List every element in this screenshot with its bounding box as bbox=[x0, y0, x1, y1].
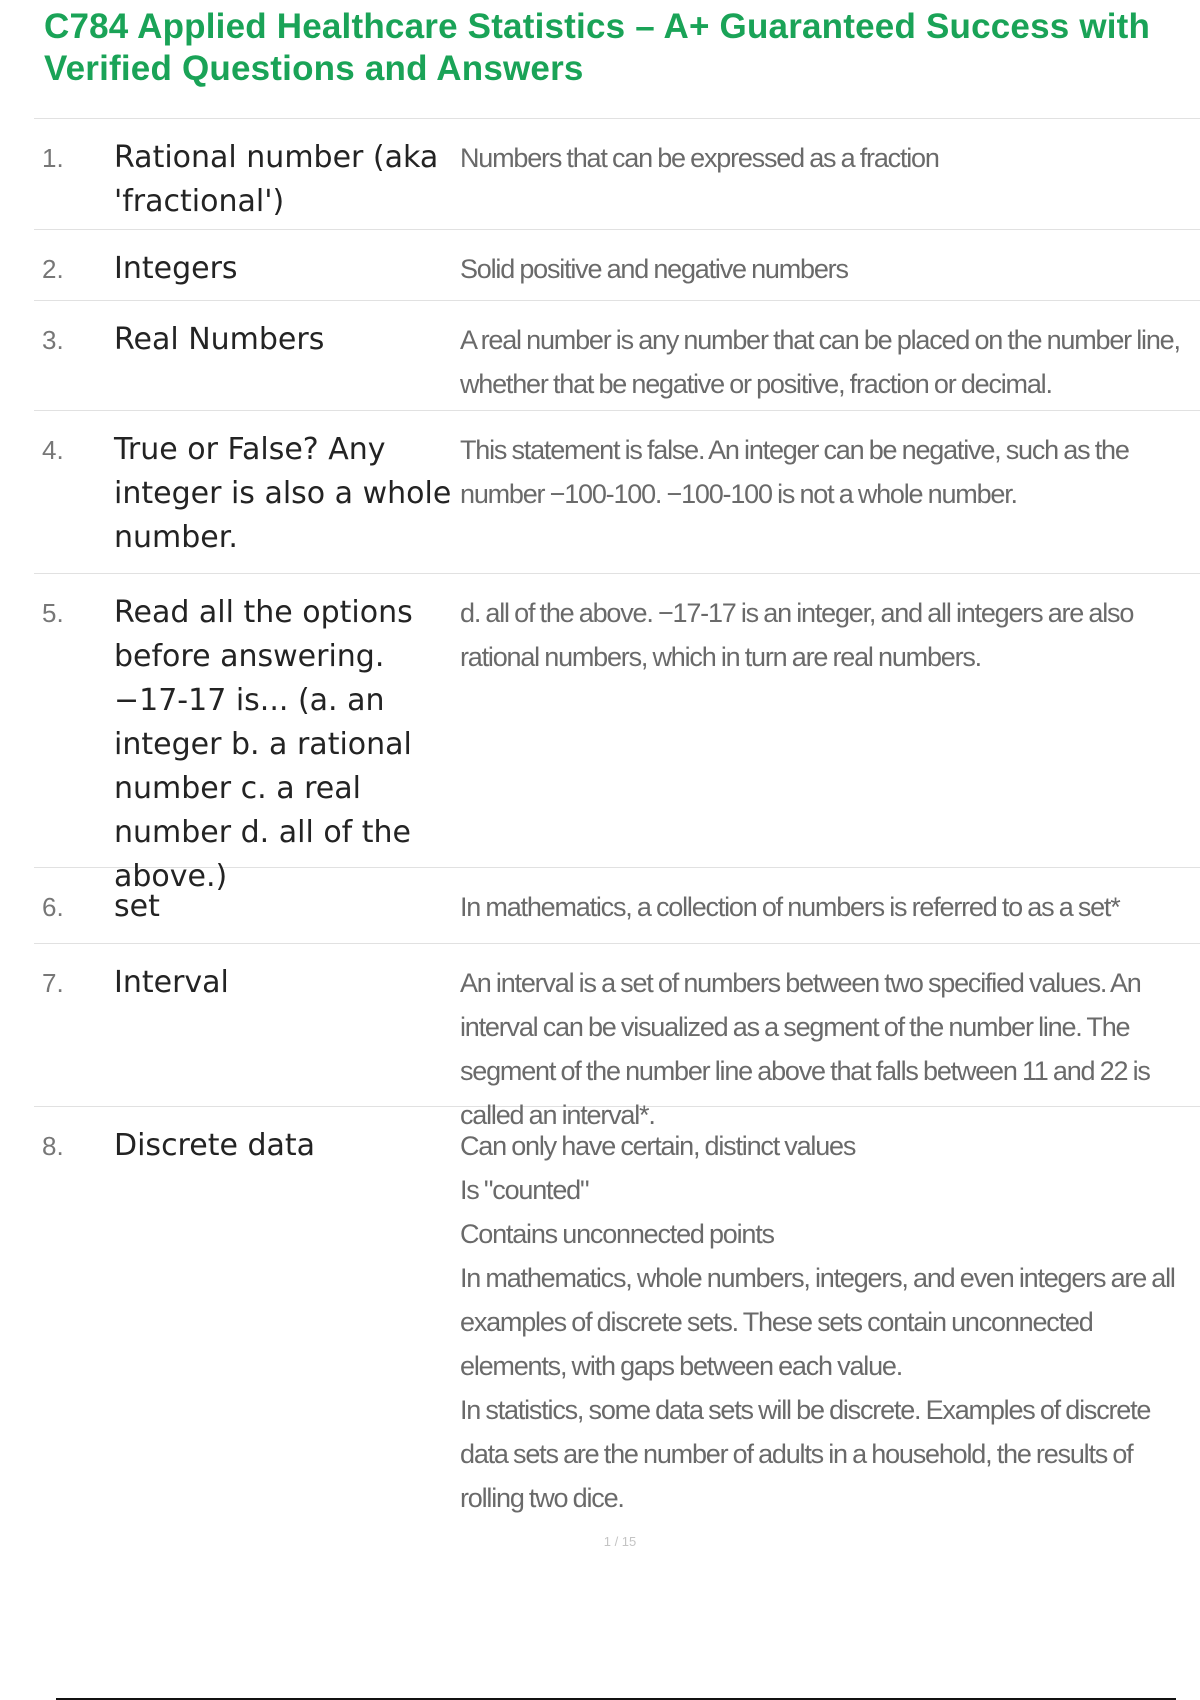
qa-row bbox=[34, 230, 1200, 301]
row-number: 5. bbox=[42, 598, 64, 628]
document-title: C784 Applied Healthcare Statistics – A+ Guaranteed Success with Verified Questions and Answers bbox=[44, 7, 1151, 88]
definition-line: Can only have certain, distinct values bbox=[460, 1131, 856, 1161]
row-definition bbox=[460, 136, 1200, 229]
definition-line: Solid positive and negative numbers bbox=[460, 254, 848, 284]
row-definition bbox=[460, 885, 1200, 943]
row-number: 2. bbox=[42, 254, 64, 284]
definition-line: In mathematics, a collection of numbers is referred to as a set* bbox=[460, 892, 1120, 922]
qa-row bbox=[34, 944, 1200, 1130]
row-number: 4. bbox=[42, 435, 64, 465]
row-definition bbox=[460, 591, 1200, 867]
definition-line: Is "counted" bbox=[460, 1175, 589, 1205]
definition-line: An interval is a set of numbers between two specified values. An interval can be visualized as a segment of the number line. The segment of the number line above that falls between 11 and 22 is called an interval*. bbox=[460, 968, 1150, 1130]
row-definition bbox=[460, 428, 1200, 573]
qa-table bbox=[34, 118, 1200, 1520]
row-number: 8. bbox=[42, 1131, 64, 1161]
definition-line: This statement is false. An integer can be negative, such as the number −100-100. −100-100 is not a whole number. bbox=[460, 435, 1129, 509]
row-term: set bbox=[114, 889, 160, 924]
row-term: True or False? Any integer is also a whole number. bbox=[114, 432, 452, 555]
row-definition bbox=[460, 247, 1200, 300]
row-number: 1. bbox=[42, 143, 64, 173]
row-term: Integers bbox=[114, 251, 238, 286]
page-number: 1 / 15 bbox=[603, 1534, 637, 1549]
row-number: 7. bbox=[42, 968, 64, 998]
row-definition bbox=[460, 318, 1200, 410]
row-term: Rational number (aka 'fractional') bbox=[114, 140, 439, 219]
row-definition bbox=[460, 1124, 1200, 1520]
definition-line: Numbers that can be expressed as a fraction bbox=[460, 143, 939, 173]
definition-line: In mathematics, whole numbers, integers, and even integers are all examples of discrete sets. These sets contain unconnected elements, with gaps between each value. bbox=[460, 1263, 1175, 1381]
definition-line: A real number is any number that can be placed on the number line, whether that be negative or positive, fraction or decimal. bbox=[460, 325, 1180, 399]
qa-row bbox=[34, 1107, 1200, 1520]
row-definition bbox=[460, 961, 1200, 1130]
row-term: Discrete data bbox=[114, 1128, 316, 1163]
definition-line: In statistics, some data sets will be discrete. Examples of discrete data sets are the number of adults in a household, the results of rolling two dice. bbox=[460, 1395, 1151, 1513]
qa-row bbox=[34, 119, 1200, 230]
definition-line: d. all of the above. −17-17 is an integer, and all integers are also rational numbers, which in turn are real numbers. bbox=[460, 598, 1134, 672]
row-number: 6. bbox=[42, 892, 64, 922]
definition-line: Contains unconnected points bbox=[460, 1219, 774, 1249]
row-term: Read all the options before answering. −17-17 is... (a. an integer b. a rational number c. a real number d. all of the above.) bbox=[114, 595, 413, 894]
qa-row bbox=[34, 574, 1200, 894]
row-term: Interval bbox=[114, 965, 229, 1000]
qa-row bbox=[34, 411, 1200, 574]
qa-row bbox=[34, 301, 1200, 411]
row-number: 3. bbox=[42, 325, 64, 355]
row-term: Real Numbers bbox=[114, 322, 325, 357]
